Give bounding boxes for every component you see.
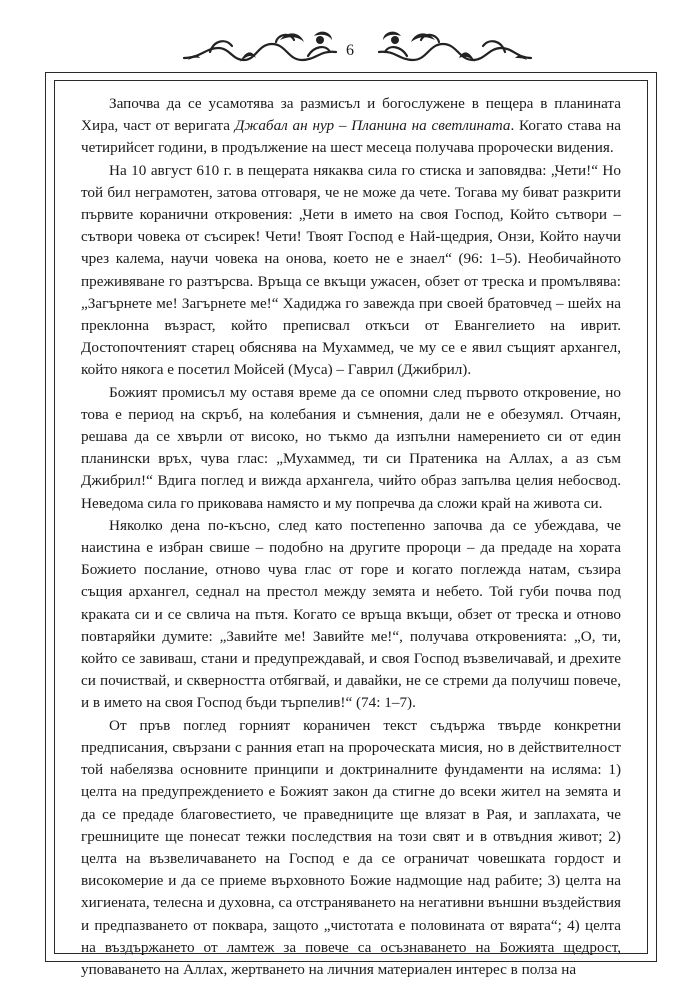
- paragraph-2: На 10 август 610 г. в пещерата някаква сила го стиска и заповядва: „Чети!“ Но той бил неграмотен, затова отговаря, че не може да чете. Тогава му биват разкрити първите коранични откровения: „Чети в името на своя Господ, Който сътвори – сътвори човека от съсирек! Чети! Твоят Господ е Най-щедрия, Онзи, Който научи чрез калема, научи човека на онова, което не е знаел“ (96: 1–5). Необичайното преживяване го разтърсва. Връща се вкъщи ужасен, обзет от треска и промълвява: „Загърнете ме! Загърнете ме!“ Хадиджа го завежда при своей братовчед – шейх на преклонна възраст, който преписвал откъси от Евангелието на иврит. Достопочтеният старец обяснява на Мухаммед, че му се е явил същият архангел, който някога е посетил Мойсей (Муса) – Гаврил (Джибрил).: [81, 161, 621, 379]
- paragraph-1: [81, 93, 621, 160]
- page-number: 6: [346, 42, 354, 59]
- paragraph-5: От пръв поглед горният кораничен текст съдържа твърде конкретни предписания, свързани с ранния етап на пророческата мисия, но в действителност той набелязва основните принципи и доктриналните фундаменти на исляма: 1) целта на предупреждението е Божият закон да стигне до всеки жител на земята и да се предаде благовестието, че праведниците ще влязат в Рая, и заплахата, че грешниците ще понесат тежки последствия на този свят и в отвъдния живот; 2) целта на възвеличаването на Господ е да се ограничат човешката гордост и високомерие и да се приеме върховното Божие надмощие над рабите; 3) целта на хигиената, телесна и духовна, са отстраняването на негативни външни въздействия и предпазването от поквара, защото „чистотата е половината от вярата“; 4) целта на въздържането от ламтеж за повече са осъзнаването на Божията щедрост, уповаването на Аллах, жертването на личния материален интерес в полза на: [81, 716, 621, 978]
- page-header: [0, 0, 700, 80]
- paragraph-3: Божият промисъл му оставя време да се опомни след първото откровение, но това е период на скръб, на колебания и съмнения, дали не е обезумял. Отчаян, решава да се хвърли от високо, но тъкмо да изпълни намерението си от един планински връх, чува глас: „Мухаммед, ти си Пратеника на Аллах, а аз съм Джибрил!“ Вдига поглед и вижда архангела, чийто образ запълва целия небосвод. Неведома сила го приковава намясто и му попречва да сложи край на живота си.: [81, 383, 621, 512]
- paragraph-1-end: . Когато става на четирийсет години, в продължение на шест месеца получава пророчески видения.: [81, 117, 621, 157]
- left-ornament-icon: [180, 30, 340, 70]
- body-text: [81, 93, 621, 981]
- mountain-name-italic: Джабал ан нур – Планина на светлината: [234, 117, 511, 135]
- paragraph-1-start: Започва да се усамотява за размисъл и богослужене в пещера в планината Хира, част от веригата: [81, 95, 621, 135]
- paragraph-4: Няколко дена по-късно, след като постепенно започва да се убеждава, че наистина е избран свише – подобно на другите пророци – да предаде на хората Божието послание, отново чува глас от горе и когато поглежда натам, съзира същия архангел, седнал на престол между земята и небето. Той губи почва под краката си и се свлича на пътя. Когато се връща вкъщи, обзет от треска и отново повтаряйки думите: „Завийте ме! Завийте ме!“, получава откровенията: „О, ти, който се завиваш, стани и предупреждавай, и своя Господ възвеличавай, и дрехите си почиствай, и скверността отбягвай, и давайки, не се стреми да получиш повече, и в името на своя Господ бъди търпелив!“ (74: 1–7).: [81, 516, 621, 712]
- right-ornament-icon: [375, 30, 535, 70]
